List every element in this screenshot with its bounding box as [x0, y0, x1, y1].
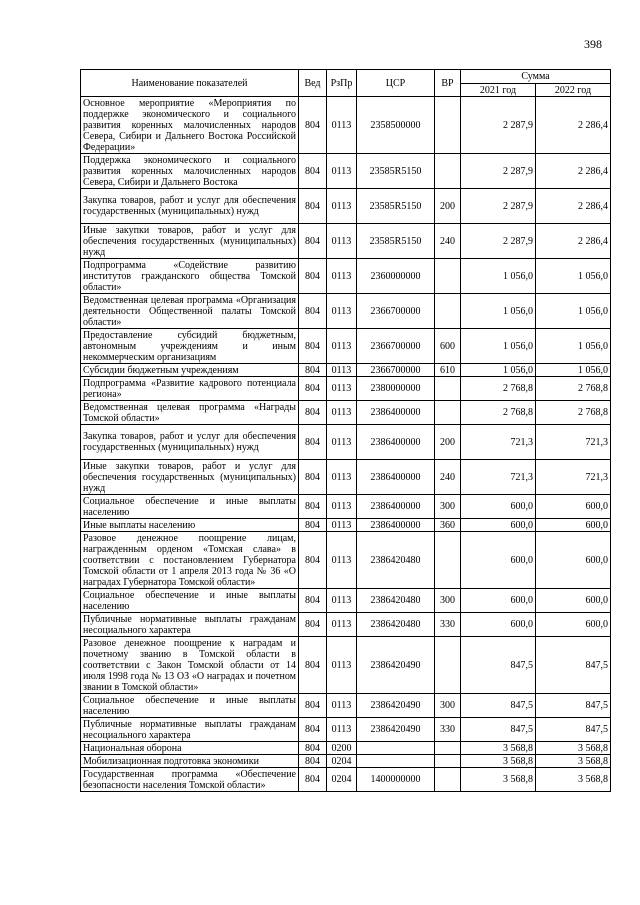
cell-ved: 804 [299, 532, 327, 589]
cell-name: Субсидии бюджетным учреждениям [81, 364, 299, 377]
table-row [81, 495, 611, 519]
cell-2021: 847,5 [461, 637, 536, 694]
cell-rzpr: 0113 [327, 189, 357, 224]
cell-ved: 804 [299, 377, 327, 401]
cell-name: Государственная программа «Обеспечение безопасности населения Томской области» [81, 768, 299, 792]
cell-2021: 721,3 [461, 425, 536, 460]
cell-rzpr: 0113 [327, 425, 357, 460]
cell-2022: 3 568,8 [536, 755, 611, 768]
cell-ved: 804 [299, 224, 327, 259]
cell-ved: 804 [299, 755, 327, 768]
table-row [81, 637, 611, 694]
cell-2021: 2 287,9 [461, 154, 536, 189]
cell-2021: 847,5 [461, 694, 536, 718]
cell-name: Подпрограмма «Развитие кадрового потенциала региона» [81, 377, 299, 401]
cell-2022: 1 056,0 [536, 294, 611, 329]
cell-2022: 3 568,8 [536, 742, 611, 755]
cell-vr: 330 [435, 613, 461, 637]
cell-csr: 2386420490 [357, 637, 435, 694]
cell-ved: 804 [299, 637, 327, 694]
cell-2022: 600,0 [536, 532, 611, 589]
header-name: Наименование показателей [81, 70, 299, 97]
cell-rzpr: 0200 [327, 742, 357, 755]
cell-rzpr: 0113 [327, 97, 357, 154]
cell-2022: 847,5 [536, 718, 611, 742]
cell-csr: 2366700000 [357, 329, 435, 364]
cell-vr [435, 377, 461, 401]
table-row [81, 294, 611, 329]
cell-ved: 804 [299, 294, 327, 329]
cell-name: Предоставление субсидий бюджетным, автономным учреждениям и иным некоммерческим организациям [81, 329, 299, 364]
cell-name: Основное мероприятие «Мероприятия по поддержке экономического и социального развития коренных малочисленных народов Севера, Сибири и Дальнего Востока Российской Федерации» [81, 97, 299, 154]
cell-rzpr: 0113 [327, 329, 357, 364]
cell-2022: 1 056,0 [536, 259, 611, 294]
cell-ved: 804 [299, 329, 327, 364]
cell-rzpr: 0204 [327, 755, 357, 768]
cell-2022: 1 056,0 [536, 329, 611, 364]
table-row [81, 694, 611, 718]
table-row [81, 768, 611, 792]
cell-2021: 1 056,0 [461, 364, 536, 377]
cell-csr: 2366700000 [357, 364, 435, 377]
cell-2022: 1 056,0 [536, 364, 611, 377]
cell-csr: 2386420480 [357, 613, 435, 637]
cell-2021: 2 768,8 [461, 401, 536, 425]
cell-csr: 2366700000 [357, 294, 435, 329]
cell-vr: 300 [435, 495, 461, 519]
cell-2021: 1 056,0 [461, 294, 536, 329]
table-row [81, 718, 611, 742]
cell-ved: 804 [299, 519, 327, 532]
cell-name: Иные закупки товаров, работ и услуг для обеспечения государственных (муниципальных) нужд [81, 460, 299, 495]
cell-vr: 300 [435, 694, 461, 718]
cell-2022: 600,0 [536, 519, 611, 532]
table-row [81, 742, 611, 755]
cell-2022: 3 568,8 [536, 768, 611, 792]
cell-ved: 804 [299, 97, 327, 154]
cell-csr: 2386420480 [357, 532, 435, 589]
cell-csr: 2360000000 [357, 259, 435, 294]
cell-ved: 804 [299, 259, 327, 294]
budget-table [80, 69, 611, 792]
cell-rzpr: 0113 [327, 694, 357, 718]
cell-2021: 600,0 [461, 519, 536, 532]
cell-vr [435, 401, 461, 425]
table-header-row [81, 70, 611, 84]
cell-vr: 240 [435, 460, 461, 495]
cell-ved: 804 [299, 425, 327, 460]
cell-ved: 804 [299, 364, 327, 377]
cell-csr: 2380000000 [357, 377, 435, 401]
cell-name: Социальное обеспечение и иные выплаты населению [81, 589, 299, 613]
cell-vr: 610 [435, 364, 461, 377]
cell-2021: 1 056,0 [461, 259, 536, 294]
cell-2021: 3 568,8 [461, 755, 536, 768]
cell-name: Разовое денежное поощрение лицам, награжденным орденом «Томская слава» в соответствии с постановлением Губернатора Томской области от 1 апреля 2013 года № 36 «О наградах Губернатора Томской области» [81, 532, 299, 589]
cell-name: Ведомственная целевая программа «Награды Томской области» [81, 401, 299, 425]
cell-2021: 3 568,8 [461, 768, 536, 792]
header-rzpr: РзПр [327, 70, 357, 97]
header-sum: Сумма [461, 70, 611, 84]
table-row [81, 589, 611, 613]
cell-2021: 3 568,8 [461, 742, 536, 755]
cell-name: Публичные нормативные выплаты гражданам несоциального характера [81, 718, 299, 742]
cell-name: Разовое денежное поощрение к наградам и почетному званию в Томской области в соответствии с Закон Томской области от 14 июля 1998 года № 13 ОЗ «О наградах и почетном звании в Томской области» [81, 637, 299, 694]
cell-vr [435, 97, 461, 154]
cell-name: Иные закупки товаров, работ и услуг для обеспечения государственных (муниципальных) нужд [81, 224, 299, 259]
cell-2022: 600,0 [536, 613, 611, 637]
cell-2021: 2 287,9 [461, 189, 536, 224]
cell-2022: 847,5 [536, 637, 611, 694]
cell-vr [435, 532, 461, 589]
table-row [81, 189, 611, 224]
cell-ved: 804 [299, 742, 327, 755]
cell-ved: 804 [299, 768, 327, 792]
cell-rzpr: 0204 [327, 768, 357, 792]
cell-ved: 804 [299, 613, 327, 637]
cell-csr: 2386400000 [357, 401, 435, 425]
cell-ved: 804 [299, 718, 327, 742]
cell-2022: 2 286,4 [536, 189, 611, 224]
cell-vr [435, 259, 461, 294]
header-vr: ВР [435, 70, 461, 97]
cell-rzpr: 0113 [327, 377, 357, 401]
cell-ved: 804 [299, 189, 327, 224]
cell-2022: 2 768,8 [536, 401, 611, 425]
table-row [81, 532, 611, 589]
cell-vr: 200 [435, 189, 461, 224]
cell-rzpr: 0113 [327, 460, 357, 495]
cell-rzpr: 0113 [327, 364, 357, 377]
cell-ved: 804 [299, 589, 327, 613]
cell-2022: 847,5 [536, 694, 611, 718]
cell-name: Подпрограмма «Содействие развитию институтов гражданского общества Томской области» [81, 259, 299, 294]
cell-rzpr: 0113 [327, 532, 357, 589]
cell-vr: 300 [435, 589, 461, 613]
cell-csr: 2386400000 [357, 425, 435, 460]
cell-vr [435, 154, 461, 189]
cell-csr: 23585R5150 [357, 154, 435, 189]
cell-name: Закупка товаров, работ и услуг для обеспечения государственных (муниципальных) нужд [81, 189, 299, 224]
cell-csr: 2386400000 [357, 460, 435, 495]
table-row [81, 460, 611, 495]
cell-name: Публичные нормативные выплаты гражданам несоциального характера [81, 613, 299, 637]
cell-rzpr: 0113 [327, 519, 357, 532]
cell-name: Иные выплаты населению [81, 519, 299, 532]
cell-csr: 2386400000 [357, 519, 435, 532]
table-row [81, 259, 611, 294]
page-number: 398 [584, 37, 602, 51]
cell-name: Национальная оборона [81, 742, 299, 755]
cell-csr: 2386420480 [357, 589, 435, 613]
cell-2021: 1 056,0 [461, 329, 536, 364]
cell-csr: 2358500000 [357, 97, 435, 154]
cell-2021: 2 287,9 [461, 97, 536, 154]
cell-name: Закупка товаров, работ и услуг для обеспечения государственных (муниципальных) нужд [81, 425, 299, 460]
table-body [81, 97, 611, 792]
cell-2021: 2 768,8 [461, 377, 536, 401]
cell-csr: 2386420490 [357, 694, 435, 718]
cell-vr [435, 768, 461, 792]
cell-2022: 600,0 [536, 495, 611, 519]
cell-2021: 600,0 [461, 495, 536, 519]
cell-name: Ведомственная целевая программа «Организация деятельности Общественной палаты Томской области» [81, 294, 299, 329]
cell-2021: 600,0 [461, 532, 536, 589]
cell-ved: 804 [299, 460, 327, 495]
cell-2022: 2 286,4 [536, 97, 611, 154]
table-row [81, 755, 611, 768]
cell-rzpr: 0113 [327, 613, 357, 637]
cell-2022: 2 768,8 [536, 377, 611, 401]
header-2021: 2021 год [461, 84, 536, 97]
cell-rzpr: 0113 [327, 294, 357, 329]
cell-vr [435, 294, 461, 329]
cell-name: Социальное обеспечение и иные выплаты населению [81, 495, 299, 519]
cell-2021: 600,0 [461, 589, 536, 613]
cell-csr: 1400000000 [357, 768, 435, 792]
table-row [81, 613, 611, 637]
table-row [81, 364, 611, 377]
cell-rzpr: 0113 [327, 718, 357, 742]
cell-2022: 600,0 [536, 589, 611, 613]
header-2022: 2022 год [536, 84, 611, 97]
cell-2022: 721,3 [536, 460, 611, 495]
cell-rzpr: 0113 [327, 401, 357, 425]
cell-rzpr: 0113 [327, 259, 357, 294]
cell-ved: 804 [299, 154, 327, 189]
header-csr: ЦСР [357, 70, 435, 97]
header-ved: Вед [299, 70, 327, 97]
cell-vr: 600 [435, 329, 461, 364]
cell-name: Мобилизационная подготовка экономики [81, 755, 299, 768]
cell-2021: 847,5 [461, 718, 536, 742]
cell-csr: 23585R5150 [357, 189, 435, 224]
table-row [81, 97, 611, 154]
table-row [81, 224, 611, 259]
cell-rzpr: 0113 [327, 637, 357, 694]
cell-2021: 600,0 [461, 613, 536, 637]
cell-vr [435, 742, 461, 755]
table-row [81, 154, 611, 189]
cell-vr: 330 [435, 718, 461, 742]
cell-csr: 2386400000 [357, 495, 435, 519]
cell-2022: 2 286,4 [536, 154, 611, 189]
cell-csr [357, 755, 435, 768]
cell-2021: 721,3 [461, 460, 536, 495]
table-row [81, 329, 611, 364]
cell-2022: 721,3 [536, 425, 611, 460]
table-row [81, 425, 611, 460]
cell-csr: 2386420490 [357, 718, 435, 742]
cell-2022: 2 286,4 [536, 224, 611, 259]
cell-rzpr: 0113 [327, 224, 357, 259]
cell-csr: 23585R5150 [357, 224, 435, 259]
cell-vr [435, 755, 461, 768]
table-row [81, 519, 611, 532]
cell-rzpr: 0113 [327, 495, 357, 519]
cell-vr: 360 [435, 519, 461, 532]
cell-ved: 804 [299, 401, 327, 425]
cell-ved: 804 [299, 495, 327, 519]
cell-vr: 240 [435, 224, 461, 259]
table-row [81, 401, 611, 425]
cell-vr: 200 [435, 425, 461, 460]
cell-csr [357, 742, 435, 755]
cell-name: Социальное обеспечение и иные выплаты населению [81, 694, 299, 718]
cell-ved: 804 [299, 694, 327, 718]
cell-vr [435, 637, 461, 694]
cell-name: Поддержка экономического и социального развития коренных малочисленных народов Севера, Сибири и Дальнего Востока [81, 154, 299, 189]
cell-2021: 2 287,9 [461, 224, 536, 259]
cell-rzpr: 0113 [327, 154, 357, 189]
cell-rzpr: 0113 [327, 589, 357, 613]
table-row [81, 377, 611, 401]
